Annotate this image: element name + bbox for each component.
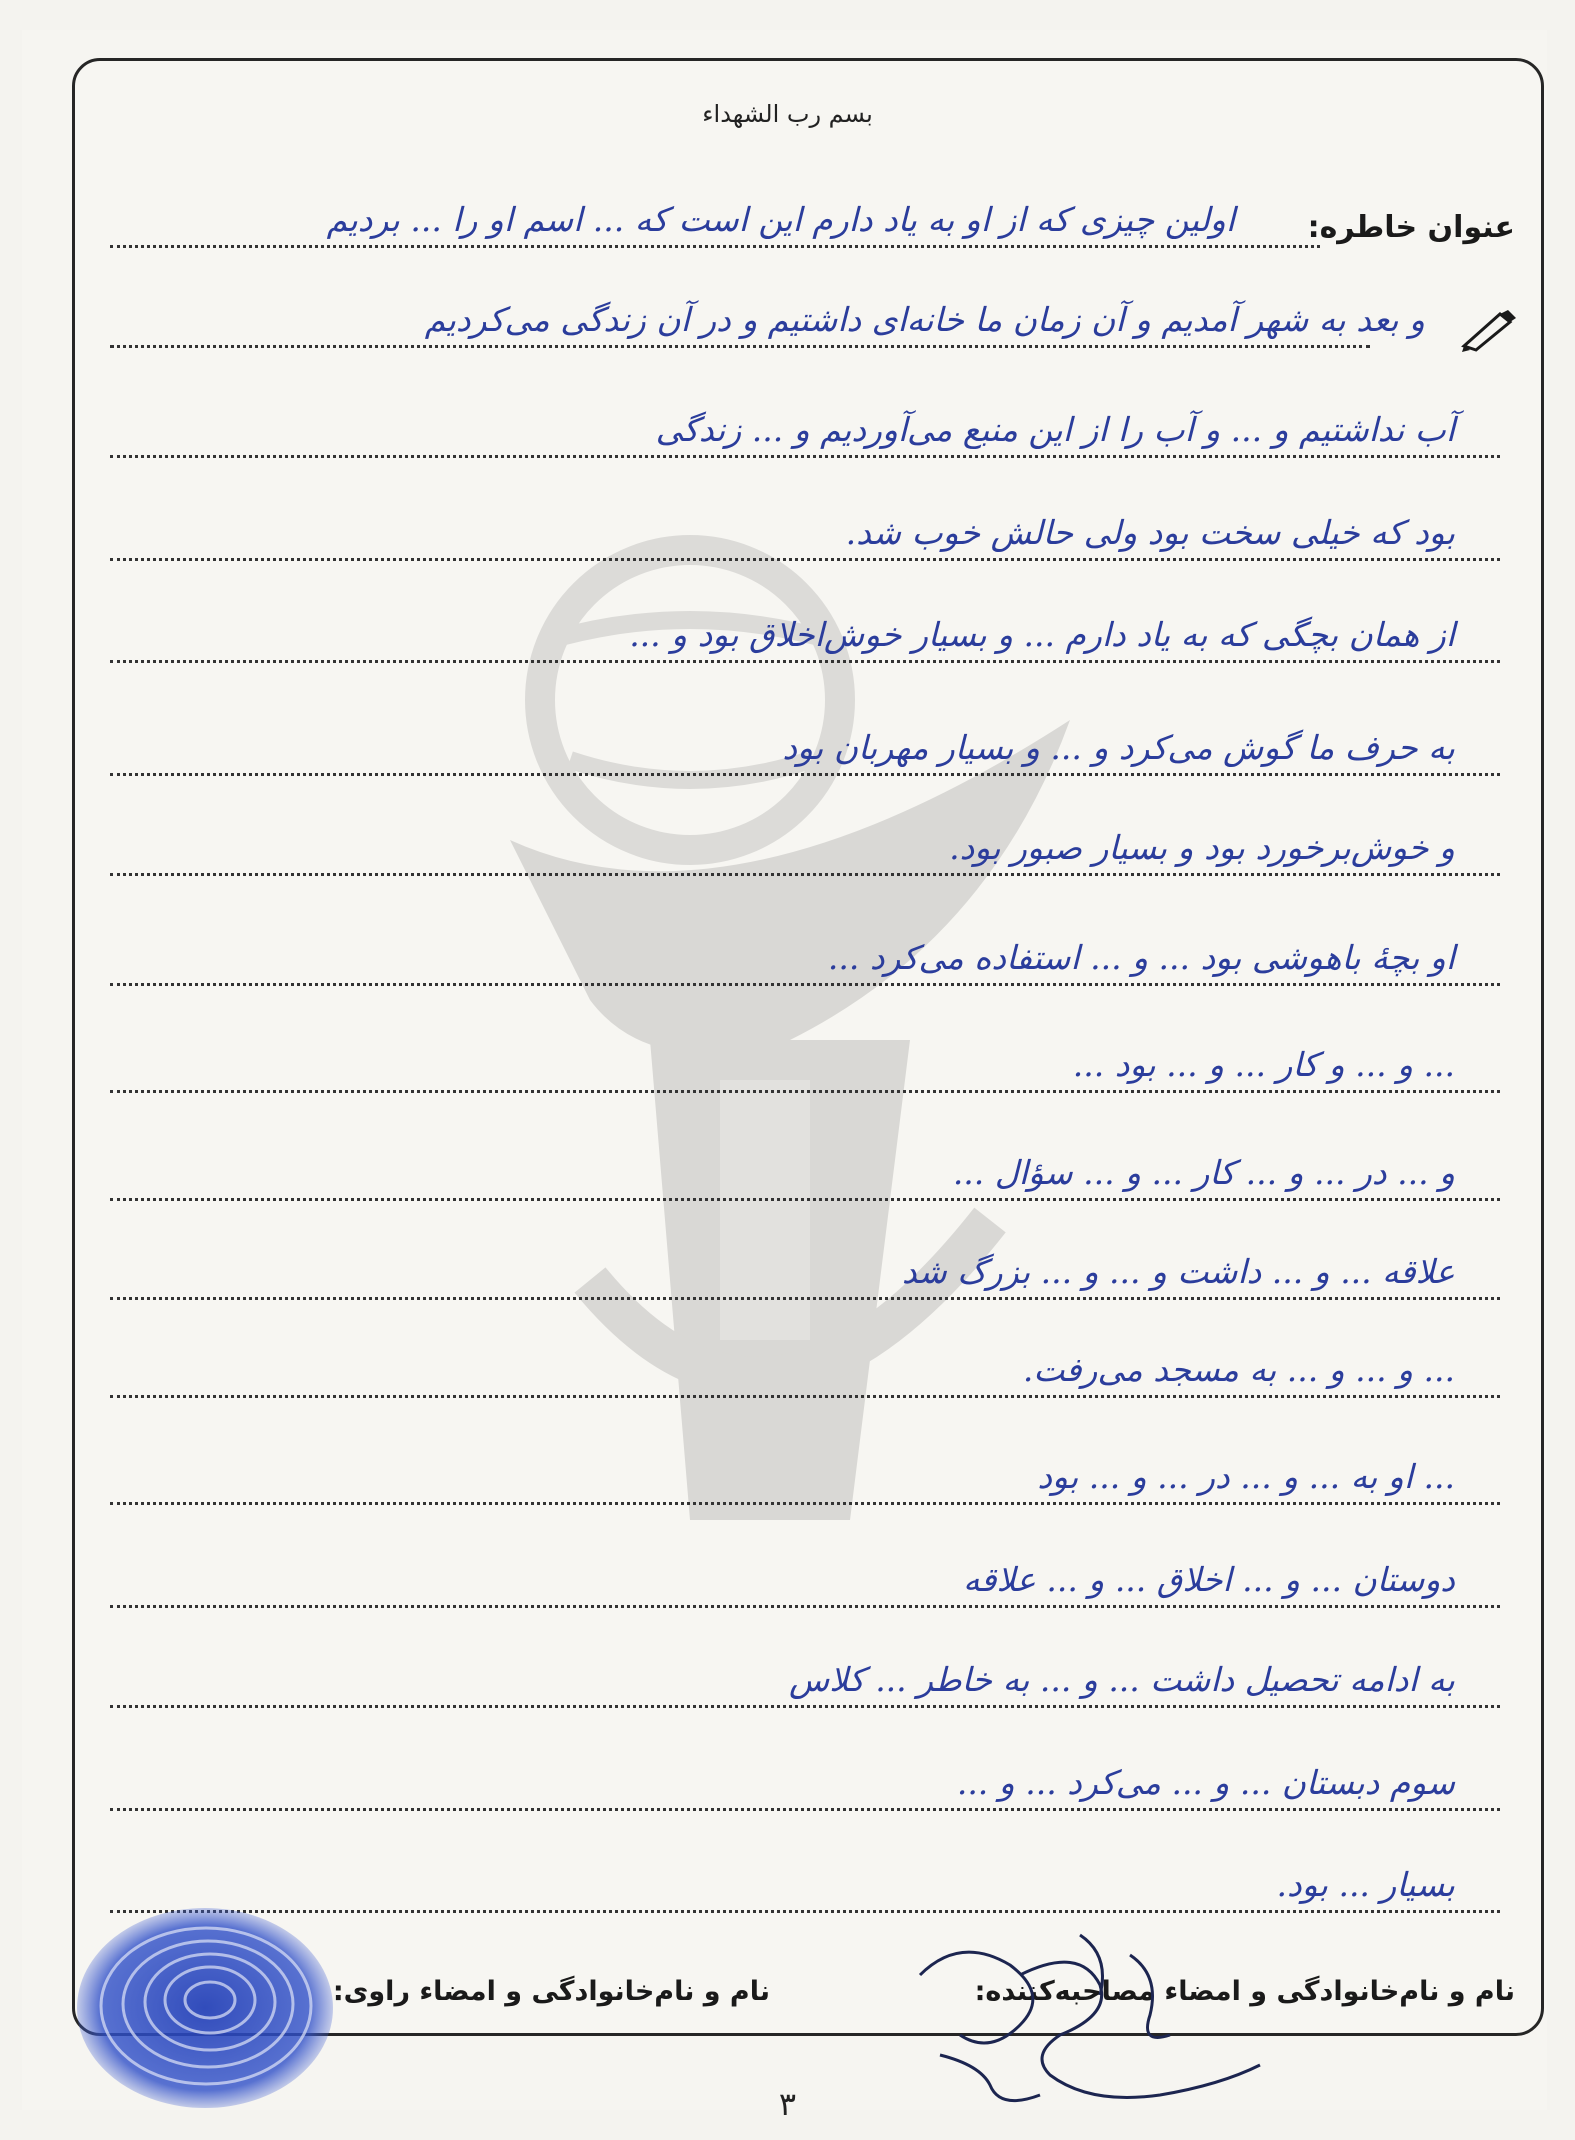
handwritten-line: بسیار ... بود. — [1276, 1865, 1455, 1904]
writing-line — [110, 1808, 1500, 1811]
handwritten-line: و خوش‌برخورد بود و بسیار صبور بود. — [949, 828, 1455, 867]
writing-line — [110, 1198, 1500, 1201]
handwritten-line: دوستان ... و ... اخلاق ... و ... علاقه — [963, 1560, 1455, 1599]
writing-line — [110, 773, 1500, 776]
narrator-signature-label: نام و نام‌خانوادگی و امضاء راوی: — [332, 1976, 770, 2007]
memory-title-label: عنوان خاطره: — [1307, 210, 1515, 245]
handwritten-line: و بعد به شهر آمدیم و آن زمان ما خانه‌ای داشتیم و در آن زندگی می‌کردیم — [424, 300, 1425, 339]
handwritten-line: علاقه ... و ... داشت و ... و ... بزرگ شد — [901, 1252, 1455, 1291]
handwritten-line: ... و ... و ... به مسجد می‌رفت. — [1022, 1350, 1455, 1389]
writing-line — [110, 558, 1500, 561]
writing-line — [110, 1502, 1500, 1505]
thumbprint-image — [70, 1900, 340, 2115]
writing-line — [110, 1605, 1500, 1608]
handwritten-line: ... او به ... و ... در ... و ... بود — [1037, 1457, 1455, 1496]
writing-line — [110, 1090, 1500, 1093]
writing-line — [110, 1705, 1500, 1708]
page-header-title: بسم رب الشهداء — [702, 100, 873, 128]
writing-line — [110, 873, 1500, 876]
handwritten-line: سوم دبستان ... و ... می‌کرد ... و ... — [956, 1763, 1455, 1802]
handwritten-line: از همان بچگی که به یاد دارم ... و بسیار خوش‌اخلاق بود و ... — [629, 615, 1455, 654]
handwritten-line: اولین چیزی که از او به یاد دارم این است که ... اسم او را ... بردیم — [326, 200, 1235, 239]
writing-line — [110, 983, 1500, 986]
writing-line — [110, 1395, 1500, 1398]
writing-line — [110, 1297, 1500, 1300]
interviewer-signature-label: نام و نام‌خانوادگی و امضاء مصاحبه‌کننده: — [974, 1976, 1515, 2007]
handwritten-line: او بچهٔ باهوشی بود ... و ... استفاده می‌کرد ... — [827, 938, 1455, 977]
handwritten-line: به حرف ما گوش می‌کرد و ... و بسیار مهربان بود — [782, 728, 1455, 767]
page-number: ۳ — [778, 2085, 797, 2123]
writing-line — [110, 345, 1370, 348]
writing-line — [110, 660, 1500, 663]
handwritten-line: و ... در ... و ... کار ... و ... سؤال ... — [952, 1153, 1455, 1192]
pen-icon — [1460, 308, 1520, 352]
handwritten-line: آب نداشتیم و ... و آب را از این منبع می‌آوردیم و ... زندگی — [655, 410, 1455, 449]
handwritten-line: بود که خیلی سخت بود ولی حالش خوب شد. — [845, 513, 1455, 552]
handwritten-line: ... و ... و کار ... و ... بود ... — [1072, 1045, 1455, 1084]
handwritten-line: به ادامه تحصیل داشت ... و ... به خاطر ... کلاس — [789, 1660, 1455, 1699]
writing-line — [110, 245, 1320, 248]
writing-line — [110, 455, 1500, 458]
